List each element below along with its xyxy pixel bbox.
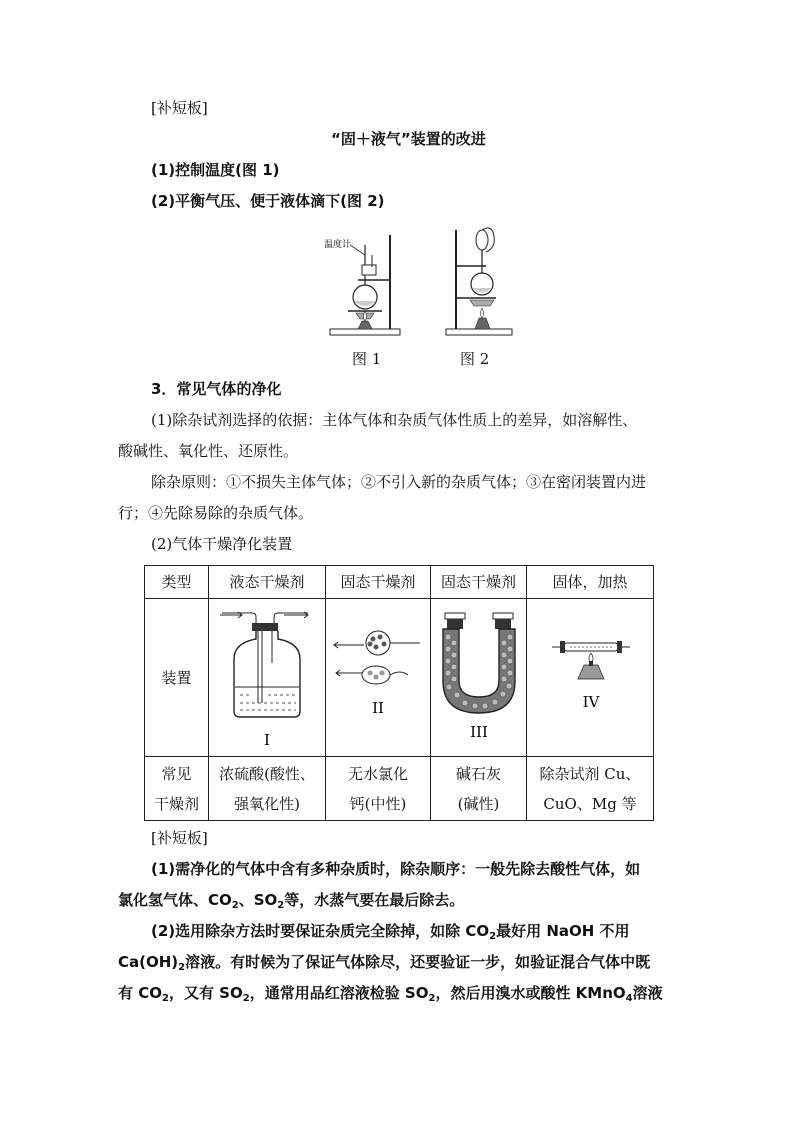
paragraph-principle-line1: 除杂原则：①不损失主体气体；②不引入新的杂质气体；③在密闭装置内进 [151,473,647,491]
figure-1-apparatus [320,225,410,340]
table-row-apparatus [145,599,654,757]
supplement-tag: [补短板] [151,99,208,117]
desiccant-line: (碱性) [457,794,500,813]
paragraph-principle-line2: 行；④先除易除的杂质气体。 [118,504,314,522]
desiccant-cell [209,757,326,821]
table-row-label [145,757,209,821]
table-row-label: 装置 [145,599,209,757]
desiccant-line: 碱石灰 [455,764,501,783]
numeral-label: I [264,730,270,749]
drying-tube-icon [328,603,428,753]
desiccant-line: 除杂试剂 Cu、 [539,764,641,783]
row-label-line: 常见 [161,764,192,783]
desiccant-cell [527,757,654,821]
heated-tube-icon [540,603,640,753]
item-control-temperature: (1)控制温度(图 1) [151,161,280,179]
desiccant-line: 浓硫酸(酸性、 [219,764,315,783]
paragraph-method-line3: 有 $CO_2$，又有 $SO_2$，通常用品红溶液检验 $SO_2$，然后用溴水或酸性 KMnO$_4$溶液 [118,984,663,1004]
paragraph-method-line2: $Ca(OH)_2$溶液。有时候为了保证气体除尽，还要验证一步，如验证混合气体中既 [118,953,651,973]
apparatus-cell-2 [326,599,431,757]
desiccant-line: 钙(中性) [349,794,407,813]
paragraph-basis-line1: (1)除杂试剂选择的依据：主体气体和杂质气体性质上的差异，如溶解性、 [151,411,638,429]
table-header-cell: 固体，加热 [527,566,654,599]
desiccant-line: CuO、Mg 等 [543,794,637,813]
desiccant-cell [431,757,527,821]
figure-1-caption: 图 1 [352,350,382,368]
row-label-line: 干燥剂 [153,794,199,813]
table-header-cell: 固态干燥剂 [431,566,527,599]
paragraph-order-line1: (1)需净化的气体中含有多种杂质时，除杂顺序：一般先除去酸性气体，如 [151,860,641,878]
table-header-row [145,566,654,599]
drying-apparatus-table [144,565,654,821]
paragraph-order-line2: 氯化氢气体、$CO_2$、$SO_2$等，水蒸气要在最后除去。 [118,891,465,911]
desiccant-line: 无水氯化 [347,764,408,783]
numeral-label: IV [582,692,600,711]
table-header-cell: 液态干燥剂 [209,566,326,599]
figure-2-caption: 图 2 [460,350,490,368]
section-title-purification: 3．常见气体的净化 [151,380,282,398]
supplement-tag-2: [补短板] [151,829,208,847]
desiccant-line: 强氧化性) [234,794,300,813]
paragraph-basis-line2: 酸碱性、氧化性、还原性。 [118,442,299,460]
table-header-cell: 类型 [145,566,209,599]
figure-2-apparatus [440,222,520,340]
numeral-label: II [372,698,384,717]
table-header-cell: 固态干燥剂 [326,566,431,599]
section-heading: “固＋液气”装置的改进 [331,130,486,148]
apparatus-cell-4 [527,599,654,757]
table-row-desiccants [145,757,654,821]
u-tube-icon [433,603,525,753]
gas-washing-bottle-icon [212,603,322,753]
paragraph-method-line1: (2)选用除杂方法时要保证杂质完全除掉，如除 $CO_2$最好用 NaOH 不用 [151,922,630,942]
apparatus-cell-1 [209,599,326,757]
item-balance-pressure: (2)平衡气压、便于液体滴下(图 2) [151,192,385,210]
numeral-label: III [469,722,488,741]
apparatus-cell-3 [431,599,527,757]
paragraph-drying-title: (2)气体干燥净化装置 [151,535,293,553]
thermometer-label: 温度计 [324,240,352,250]
desiccant-cell [326,757,431,821]
